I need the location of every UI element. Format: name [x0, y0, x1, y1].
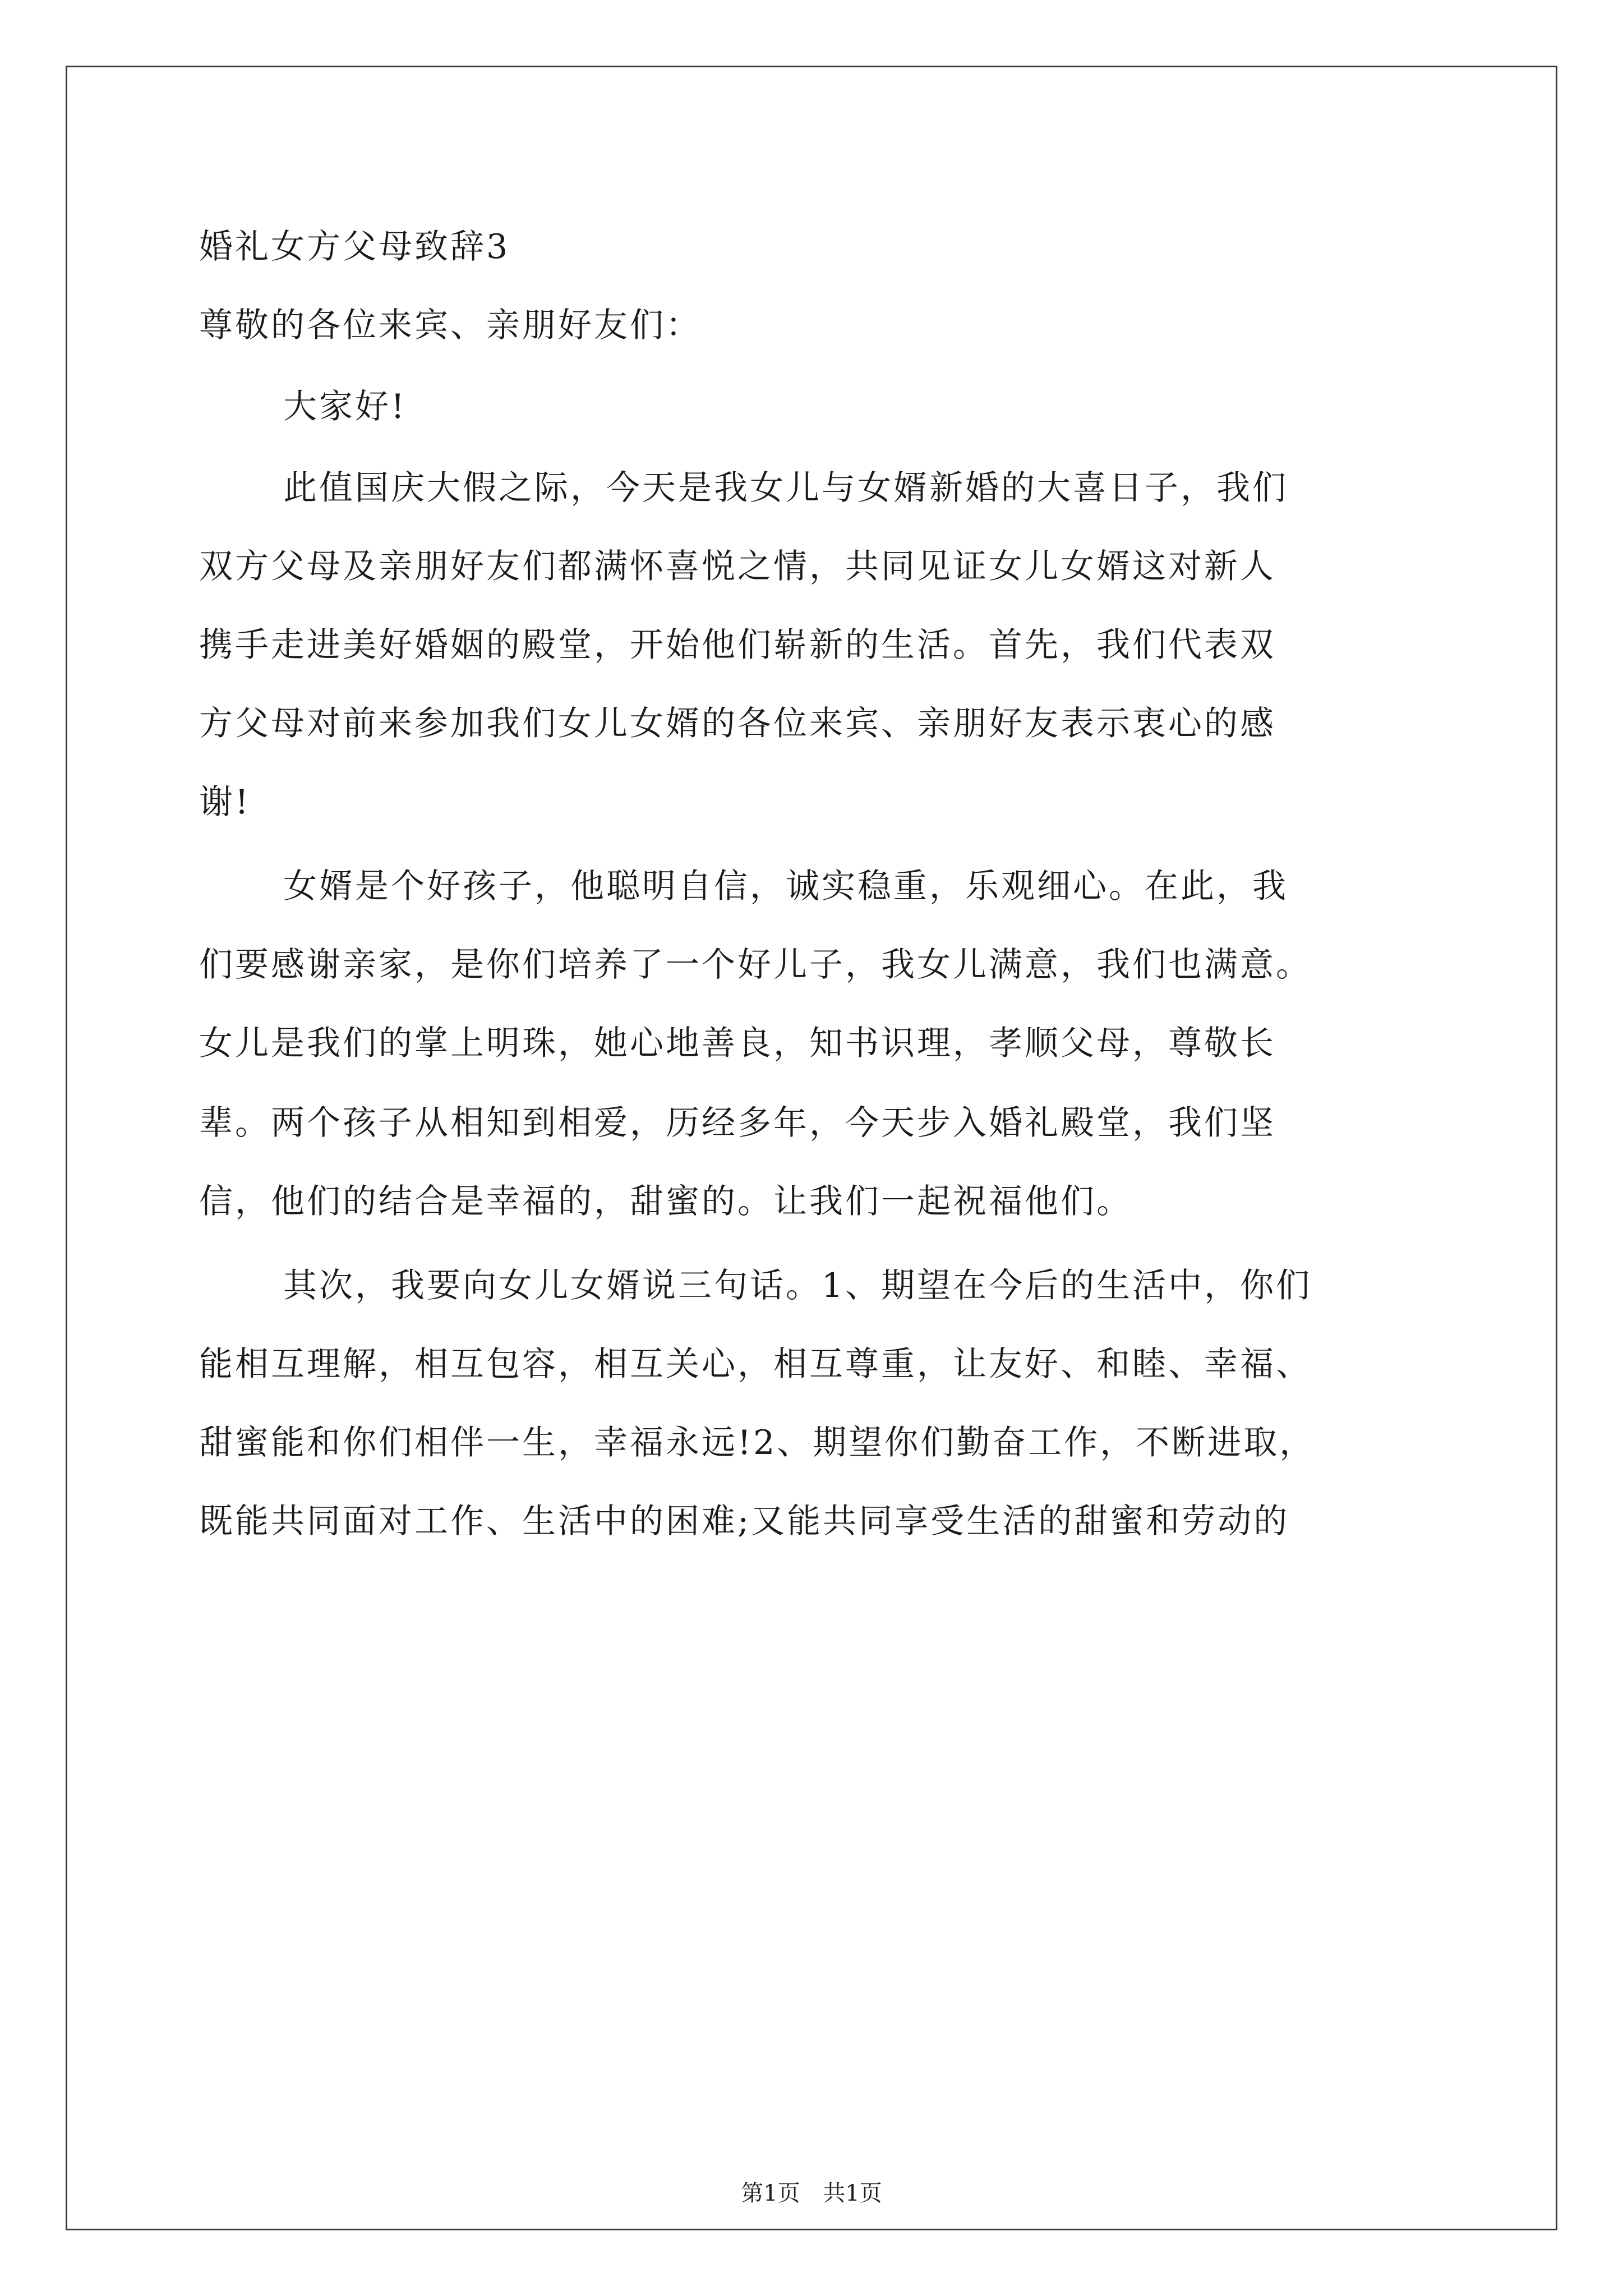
- paragraph-line: 信，他们的结合是幸福的，甜蜜的。让我们一起祝福他们。: [199, 1182, 1132, 1221]
- salutation: 尊敬的各位来宾、亲朋好友们：: [199, 306, 702, 345]
- document-title: 婚礼女方父母致辞3: [199, 227, 510, 266]
- paragraph-line: 此值国庆大假之际，今天是我女儿与女婿新婚的大喜日子，我们: [283, 468, 1288, 508]
- paragraph-line: 既能共同面对工作、生活中的困难;又能共同享受生活的甜蜜和劳动的: [199, 1502, 1290, 1541]
- paragraph-line: 其次，我要向女儿女婿说三句话。1、期望在今后的生活中，你们: [283, 1266, 1312, 1305]
- paragraph-line: 携手走进美好婚姻的殿堂，开始他们崭新的生活。首先，我们代表双: [199, 625, 1276, 665]
- paragraph-line: 双方父母及亲朋好友们都满怀喜悦之情，共同见证女儿女婿这对新人: [199, 547, 1276, 586]
- paragraph-line: 能相互理解，相互包容，相互关心，相互尊重，让友好、和睦、幸福、: [199, 1345, 1312, 1384]
- paragraph-line: 谢!: [199, 783, 251, 822]
- paragraph-line: 们要感谢亲家，是你们培养了一个好儿子，我女儿满意，我们也满意。: [199, 945, 1312, 984]
- paragraph-line: 大家好!: [283, 387, 407, 426]
- paragraph-line: 方父母对前来参加我们女儿女婿的各位来宾、亲朋好友表示衷心的感: [199, 704, 1276, 743]
- paragraph-line: 女儿是我们的掌上明珠，她心地善良，知书识理，孝顺父母，尊敬长: [199, 1024, 1276, 1063]
- page-number: 第1页: [741, 2180, 800, 2206]
- page-total: 共1页: [823, 2180, 882, 2206]
- paragraph-line: 女婿是个好孩子，他聪明自信，诚实稳重，乐观细心。在此，我: [283, 867, 1288, 906]
- paragraph-line: 甜蜜能和你们相伴一生，幸福永远!2、期望你们勤奋工作，不断进取，: [199, 1423, 1316, 1462]
- paragraph-line: 辈。两个孩子从相知到相爱，历经多年，今天步入婚礼殿堂，我们坚: [199, 1103, 1276, 1143]
- page-footer: [0, 2179, 1623, 2207]
